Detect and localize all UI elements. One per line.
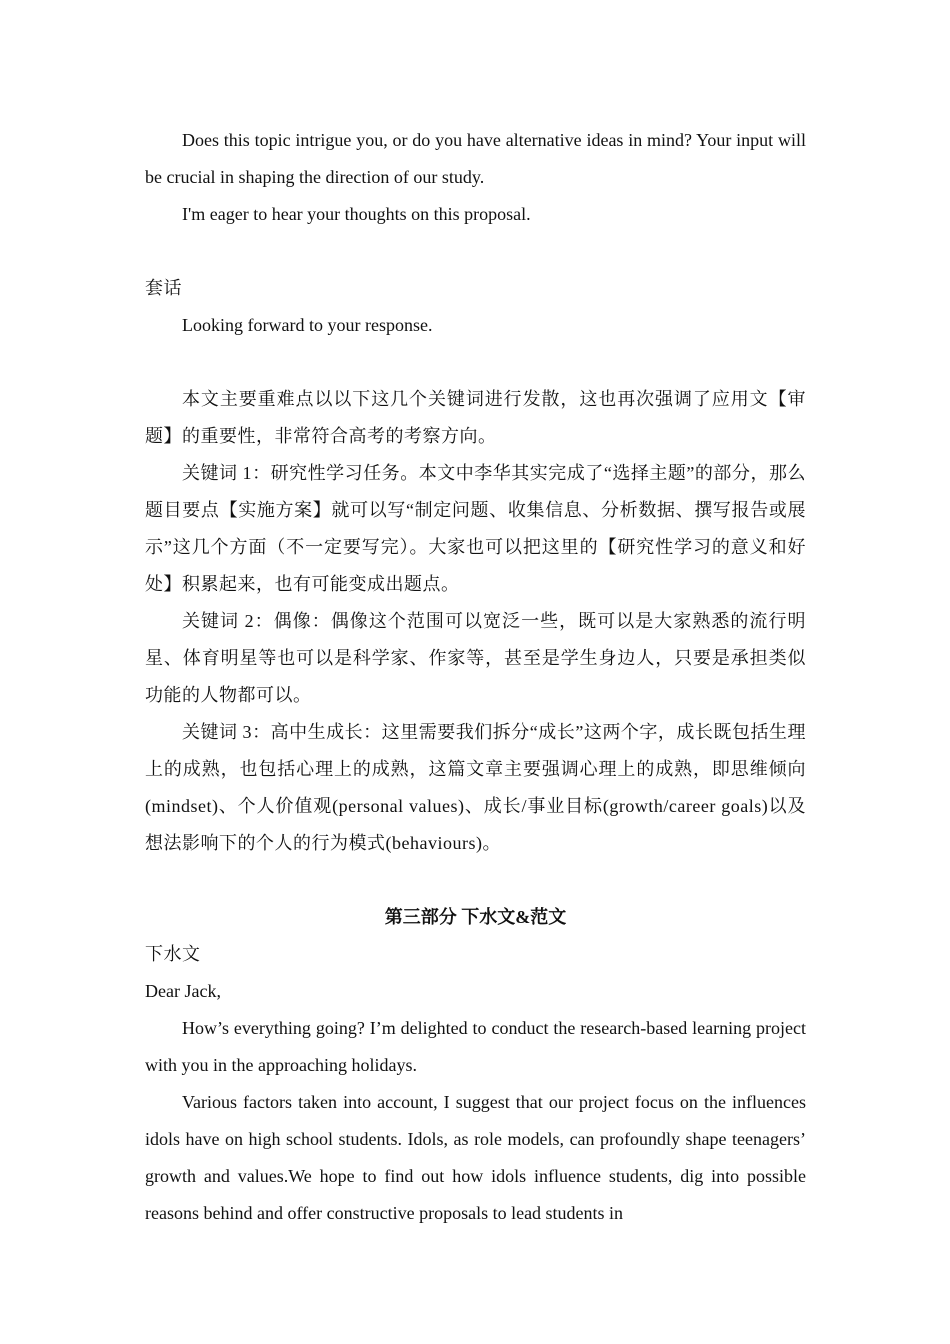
proposal-question-paragraph: Does this topic intrigue you, or do you have alternative ideas in mind? Your input will be crucial in shaping the direction of our study.: [145, 130, 806, 187]
section-heading: 第三部分 下水文&范文: [384, 907, 567, 927]
spacer: [145, 233, 806, 270]
spacer: [145, 862, 806, 899]
closing-label: 套话: [145, 278, 182, 298]
closing-line: Looking forward to your response.: [182, 315, 433, 335]
eager-paragraph: I'm eager to hear your thoughts on this proposal.: [182, 204, 531, 224]
keyword-2-paragraph: 关键词 2：偶像：偶像这个范围可以宽泛一些，既可以是大家熟悉的流行明星、体育明星等也可以是科学家、作家等，甚至是学生身边人，只要是承担类似功能的人物都可以。: [145, 611, 806, 705]
letter-paragraph-1: How’s everything going? I’m delighted to conduct the research-based learning project with you in the approaching holidays.: [145, 1018, 806, 1075]
document-body: [145, 122, 806, 1232]
keyword-3-paragraph: 关键词 3：高中生成长：这里需要我们拆分“成长”这两个字，成长既包括生理上的成熟，也包括心理上的成熟，这篇文章主要强调心理上的成熟，即思维倾向(mindset)、个人价值观(personal values)、成长/事业目标(growth/career goals)以及想法影响下的个人的行为模式(behaviours)。: [145, 722, 806, 853]
salutation: Dear Jack,: [145, 981, 221, 1001]
letter-paragraph-2: Various factors taken into account, I suggest that our project focus on the influences idols have on high school students. Idols, as role models, can profoundly shape teenagers’ growth and values.We hope to find out how idols influence students, dig into possible reasons behind and offer constructive proposals to lead students in: [145, 1092, 806, 1223]
sample-label: 下水文: [145, 944, 201, 964]
keyword-1-paragraph: 关键词 1：研究性学习任务。本文中李华其实完成了“选择主题”的部分，那么题目要点【实施方案】就可以写“制定问题、收集信息、分析数据、撰写报告或展示”这几个方面（不一定要写完）。大家也可以把这里的【研究性学习的意义和好处】积累起来，也有可能变成出题点。: [145, 463, 806, 594]
analysis-intro: 本文主要重难点以以下这几个关键词进行发散，这也再次强调了应用文【审题】的重要性，非常符合高考的考察方向。: [145, 389, 806, 446]
spacer: [145, 344, 806, 381]
